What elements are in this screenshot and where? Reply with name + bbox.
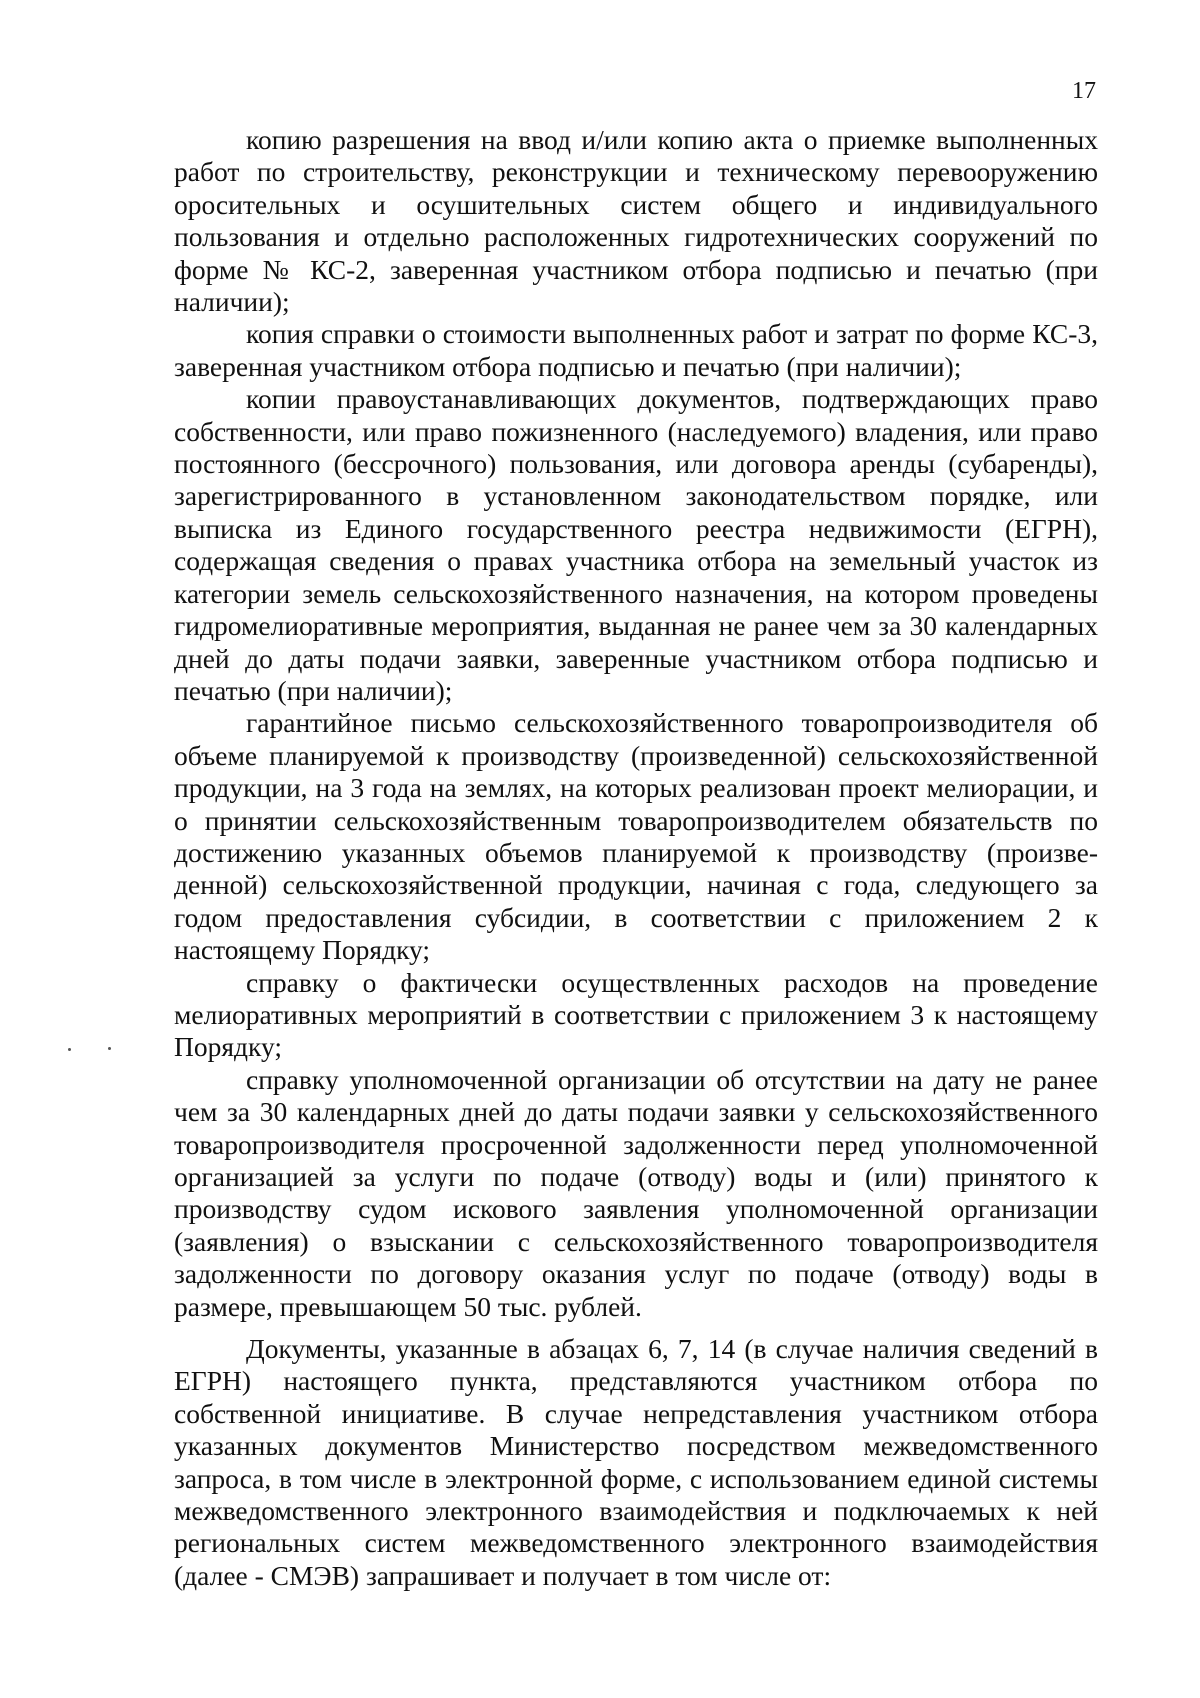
page-number: 17 — [1072, 78, 1096, 104]
scan-speck — [68, 1048, 71, 1051]
scan-speck — [108, 1047, 111, 1050]
document-body — [174, 124, 1098, 1592]
paragraph-no-debt-certificate: справку уполномоченной организации об отсутствии на дату не ранее чем за 30 календарных дней до даты подачи заявки у сельскохозяйственного товаропроизводителя просроченной задолженности перед уполномоченной организацией за услуги по подаче (отводу) воды и (или) принятого к производству судом искового заявления уполномоченной организации (заявления) о взыскании с сельскохозяйственного товаропроизводителя задолженности по договору оказания услуг по подаче (отводу) воды в размере, превышающем 50 тыс. рублей. — [174, 1063, 1098, 1322]
paragraph-expenses-certificate: справку о фактически осуществленных расходов на проведение мелиоративных мероприятий в соответствии с приложением 3 к настоящему Порядку; — [174, 966, 1098, 1063]
paragraph-guarantee-letter: гарантийное письмо сельскохозяйственного товаропроизводителя об объеме планируемой к производству (произведенной) сельскохозяйственной продукции, на 3 года на землях, на которых реализован проект мелиорации, и о принятии сельскохозяйственным товаропроизводителем обязательств по достижению указанных объемов планируемой к производству (произведенной) сельскохозяйственной продукции, начиная с года, следующего за годом предоставления субсидии, в соответствии с приложением 2 к настоящему Порядку; — [174, 707, 1098, 966]
paragraph-interagency-request: Документы, указанные в абзацах 6, 7, 14 (в случае наличия сведений в ЕГРН) настоящего пункта, представляются участником отбора по собственной инициативе. В случае непредставления участником отбора указанных документов Министерство посредством межведомственного запроса, в том числе в электронной форме, с использованием единой системы межведомственного электронного взаимодействия и подключаемых к ней региональных систем межведомственного электронного взаимодействия (далее - СМЭВ) запрашивает и получает в том числе от: — [174, 1333, 1098, 1591]
paragraph-ks3-certificate-copy: копия справки о стоимости выполненных работ и затрат по форме КС-3, заверенная участником отбора подписью и печатью (при наличии); — [174, 318, 1098, 382]
paragraph-ks2-permission-copy: копию разрешения на ввод и/или копию акта о приемке выполненных работ по строительству, реконструкции и техническому перевооружению оросительных и осушительных систем общего и индивидуального пользования и отдельно расположенных гидротехнических сооружений по форме № КС-2, заверенная участником отбора подписью и печатью (при наличии); — [174, 124, 1098, 318]
paragraph-title-documents-copies: копии правоустанавливающих документов, подтверждающих право собственности, или право пожизненного (наследуемого) владения, или право постоянного (бессрочного) пользования, или договора аренды (субаренды), зарегистрированного в установленном законодательством порядке, или выписка из Единого государственного реестра недвижимости (ЕГРН), содержащая сведения о правах участника отбора на земельный участок из категории земель сельскохозяйственного назначения, на котором проведены гидромелиоративные мероприятия, выданная не ранее чем за 30 календарных дней до даты подачи заявки, заверенные участником отбора подписью и печатью (при наличии); — [174, 383, 1098, 706]
